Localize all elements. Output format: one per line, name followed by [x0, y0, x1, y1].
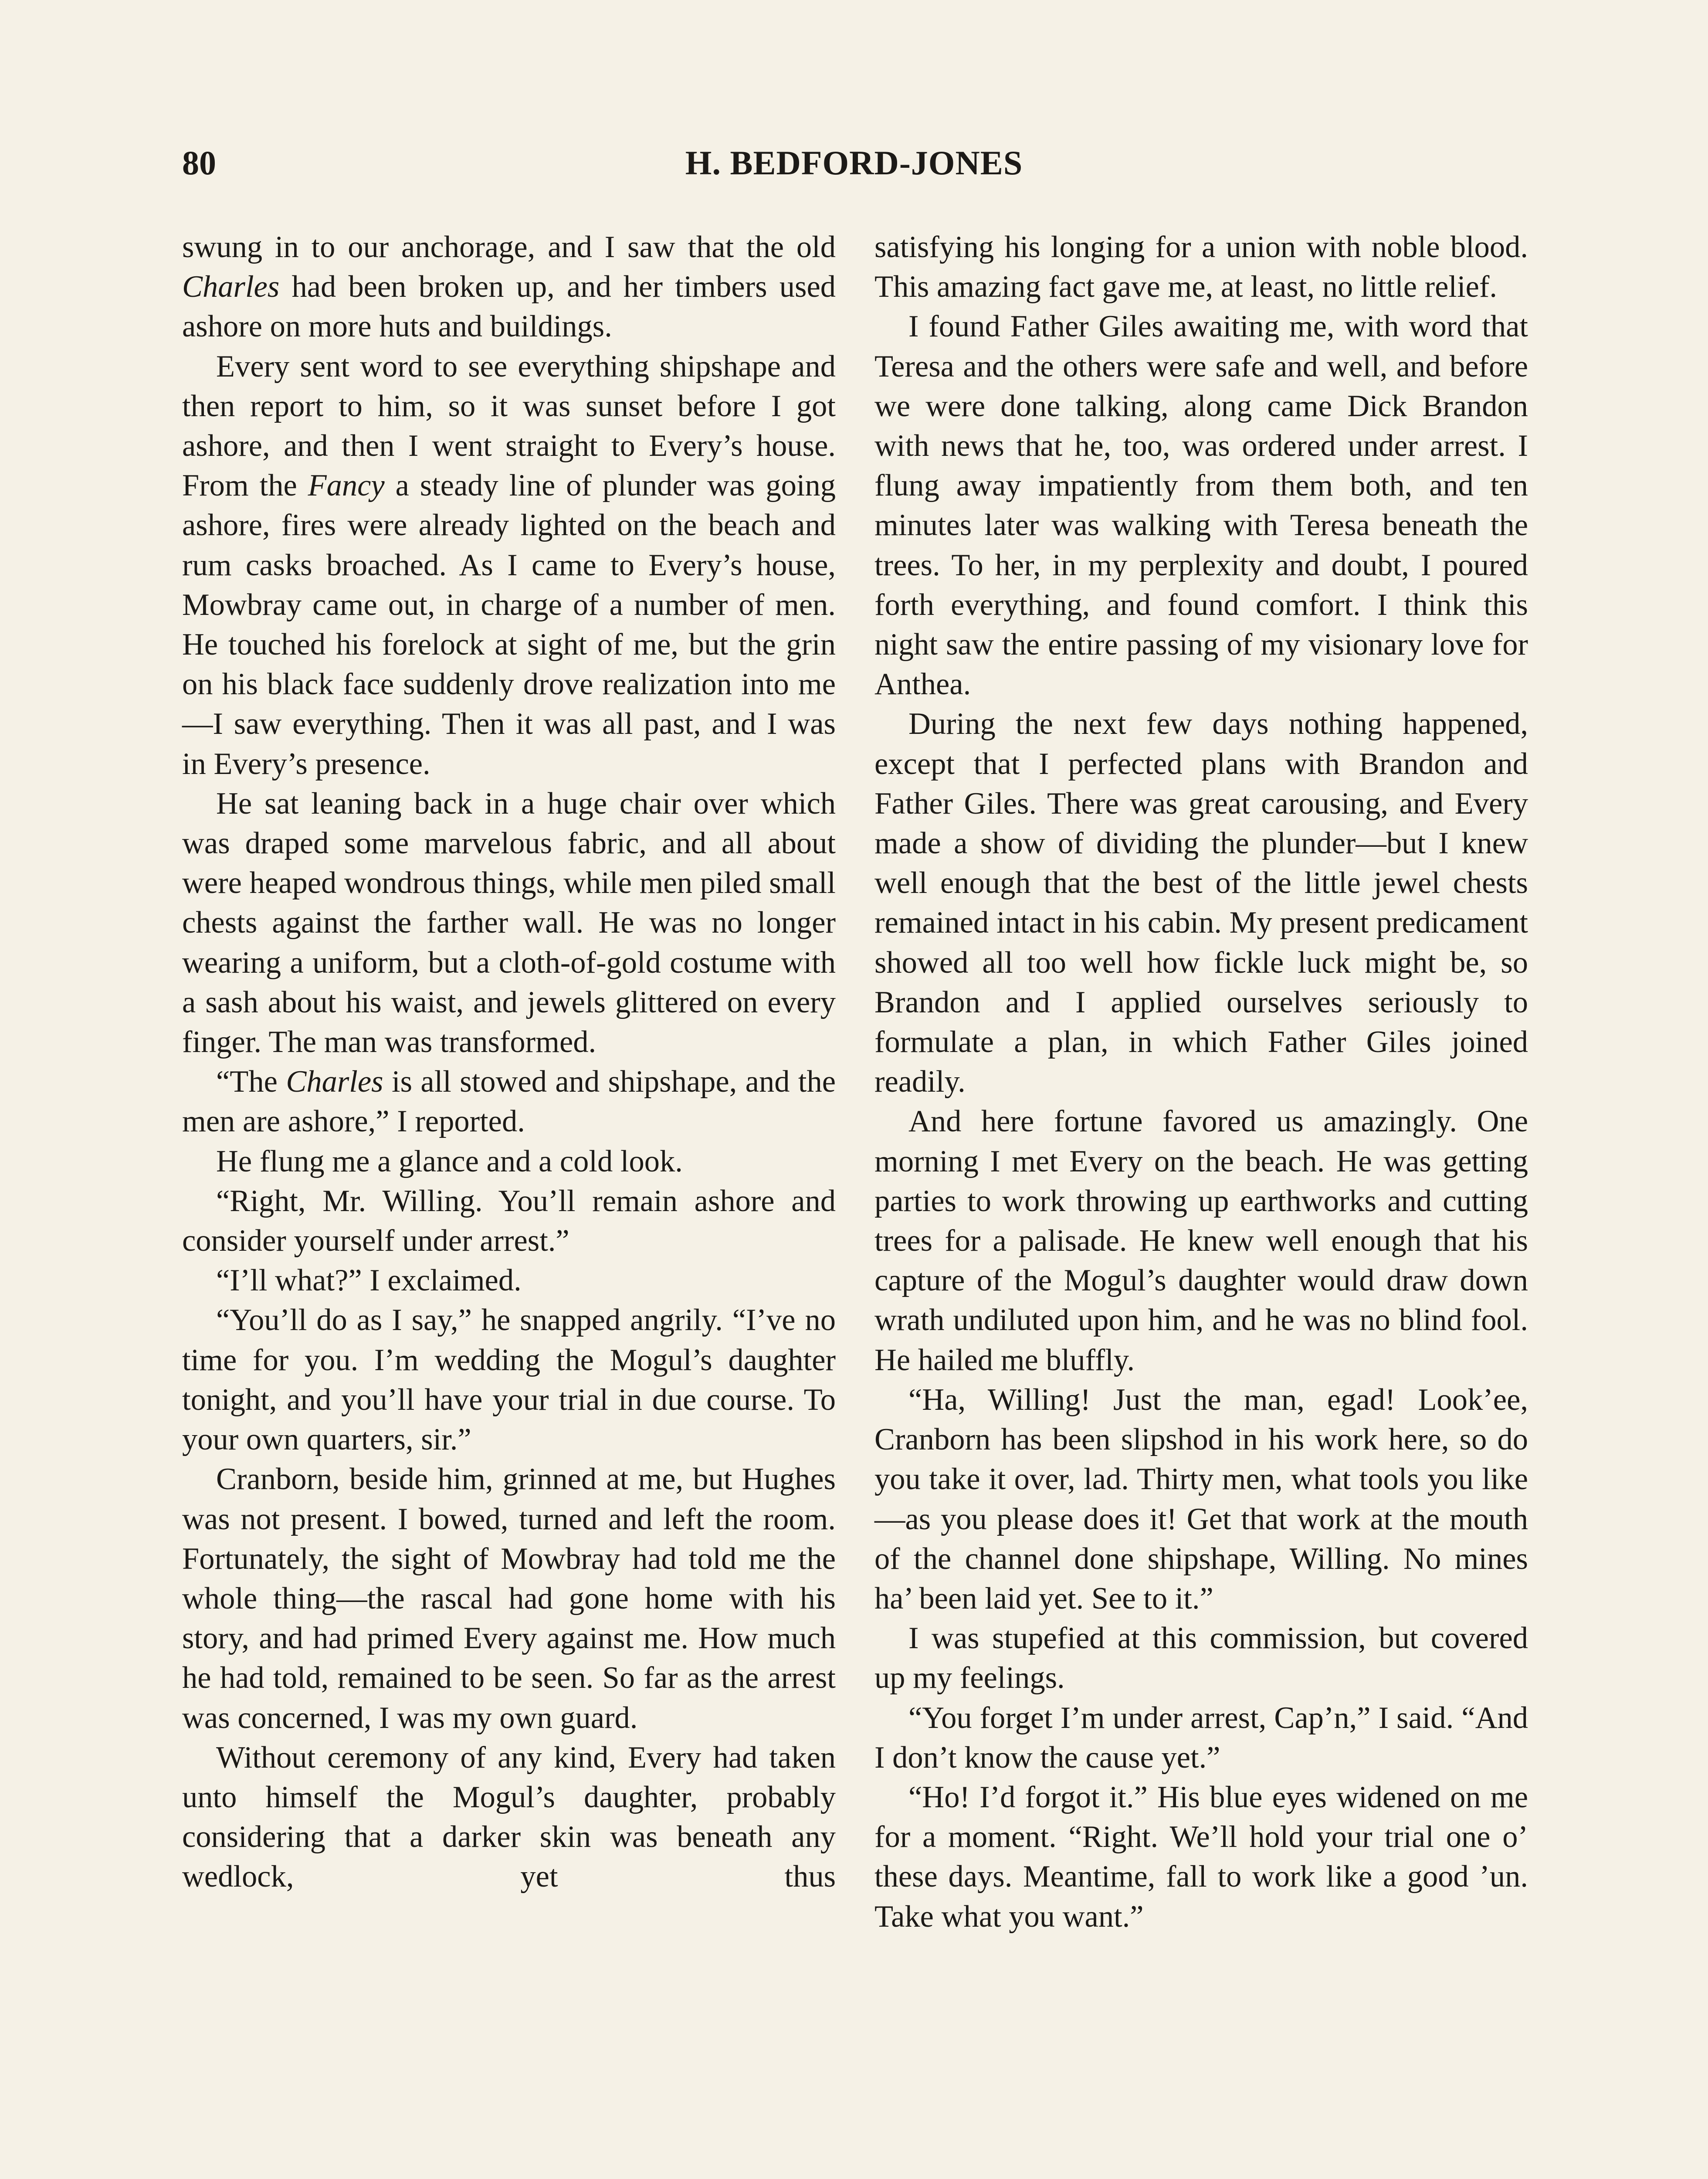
paragraph [182, 1459, 836, 1738]
paragraph [182, 1142, 836, 1181]
paragraph [874, 1380, 1528, 1619]
text-segment: “I’ll what?” I exclaimed. [216, 1263, 522, 1298]
right-column [874, 227, 1528, 1937]
text-segment: “Ho! I’d forgot it.” His blue eyes widened on me for a moment. “Right. We’ll hold your trial one o’ these days. Meantime, fall to work like a good ’un. Take what you want.” [874, 1780, 1528, 1934]
text-segment: swung in to our anchorage, and I saw that the old [182, 230, 836, 264]
paragraph [182, 1062, 836, 1141]
text-segment: “Ha, Willing! Just the man, egad! Look’ee, Cranborn has been slipshod in his work here, so do you take it over, lad. Thirty men, what tools you like—as you please does it! Get that work at the mouth of the channel done shipshape, Willing. No mines ha’ been laid yet. See to it.” [874, 1382, 1528, 1616]
page-number: 80 [182, 144, 216, 182]
text-segment: He sat leaning back in a huge chair over which was draped some marvelous fabric, and all about were heaped wondrous things, while men piled small chests against the farther wall. He was no longer wearing a uniform, but a cloth-of-gold costume with a sash about his waist, and jewels glittered on every finger. The man was transformed. [182, 786, 836, 1059]
paragraph [182, 784, 836, 1062]
text-segment: a steady line of plunder was going ashore, fires were already lighted on the beach and rum casks broached. As I came to Every’s house, Mowbray came out, in charge of a number of men. He touched his forelock at sight of me, but the grin on his black face suddenly drove realization into me—I saw everything. Then it was all past, and I was in Every’s presence. [182, 468, 836, 781]
italic-text: Charles [286, 1065, 383, 1099]
text-segment: During the next few days nothing happened, except that I perfected plans with Brandon and Father Giles. There was great carousing, and Every made a show of dividing the plunder—but I knew well enough that the best of the little jewel chests remained intact in his cabin. My present predicament showed all too well how fickle luck might be, so Brandon and I applied ourselves seriously to formulate a plan, in which Father Giles joined readily. [874, 707, 1528, 1099]
paragraph [182, 1738, 836, 1897]
paragraph [182, 347, 836, 784]
paragraph [874, 704, 1528, 1102]
text-segment: is all stowed and shipshape, and the men are ashore,” I reported. [182, 1065, 836, 1139]
text-segment: “The [216, 1065, 286, 1099]
text-segment: “Right, Mr. Willing. You’ll remain ashore and consider yourself under arrest.” [182, 1184, 836, 1258]
text-segment: “You’ll do as I say,” he snapped angrily. “I’ve no time for you. I’m wedding the Mogul’s daughter tonight, and you’ll have your trial in due course. To your own quarters, sir.” [182, 1303, 836, 1457]
paragraph [182, 1261, 836, 1300]
text-segment: Every sent word to see everything shipshape and then report to him, so it was sunset before I got ashore, and then I went straight to Every’s house. From the [182, 349, 836, 503]
text-segment: Cranborn, beside him, grinned at me, but Hughes was not present. I bowed, turned and left the room. Fortunately, the sight of Mowbray had told me the whole thing—the rascal had gone home with his story, and had primed Every against me. How much he had told, remained to be seen. So far as the arrest was concerned, I was my own guard. [182, 1462, 836, 1735]
text-segment: satisfying his longing for a union with noble blood. This amazing fact gave me, at least, no little relief. [874, 230, 1528, 304]
text-segment: And here fortune favored us amazingly. One morning I met Every on the beach. He was getting parties to work throwing up earthworks and cutting trees for a palisade. He knew well enough that his capture of the Mogul’s daughter would draw down wrath undiluted upon him, and he was no blind fool. He hailed me bluffly. [874, 1104, 1528, 1377]
italic-text: Charles [182, 270, 280, 304]
text-segment: I was stupefied at this commission, but covered up my feelings. [874, 1621, 1528, 1695]
paragraph [182, 1181, 836, 1261]
text-segment: Without ceremony of any kind, Every had taken unto himself the Mogul’s daughter, probably considering that a darker skin was beneath any wedlock, yet thus [182, 1740, 836, 1894]
italic-text: Fancy [308, 468, 385, 503]
text-segment: He flung me a glance and a cold look. [216, 1144, 683, 1178]
paragraph [874, 1102, 1528, 1380]
paragraph [874, 227, 1528, 307]
paragraph [874, 1619, 1528, 1698]
paragraph [874, 1698, 1528, 1778]
paragraph [874, 1778, 1528, 1937]
text-segment: “You forget I’m under arrest, Cap’n,” I said. “And I don’t know the cause yet.” [874, 1700, 1528, 1775]
text-segment: I found Father Giles awaiting me, with word that Teresa and the others were safe and well, and before we were done talking, along came Dick Brandon with news that he, too, was ordered under arrest. I flung away impatiently from them both, and ten minutes later was walking with Teresa beneath the trees. To her, in my perplexity and doubt, I poured forth everything, and found comfort. I think this night saw the entire passing of my visionary love for Anthea. [874, 309, 1528, 702]
paragraph [182, 1300, 836, 1459]
running-head: H. BEDFORD-JONES [685, 144, 1023, 182]
text-segment: had been broken up, and her timbers used ashore on more huts and buildings. [182, 270, 836, 344]
paragraph [182, 227, 836, 347]
paragraph [874, 307, 1528, 704]
left-column [182, 227, 836, 1897]
